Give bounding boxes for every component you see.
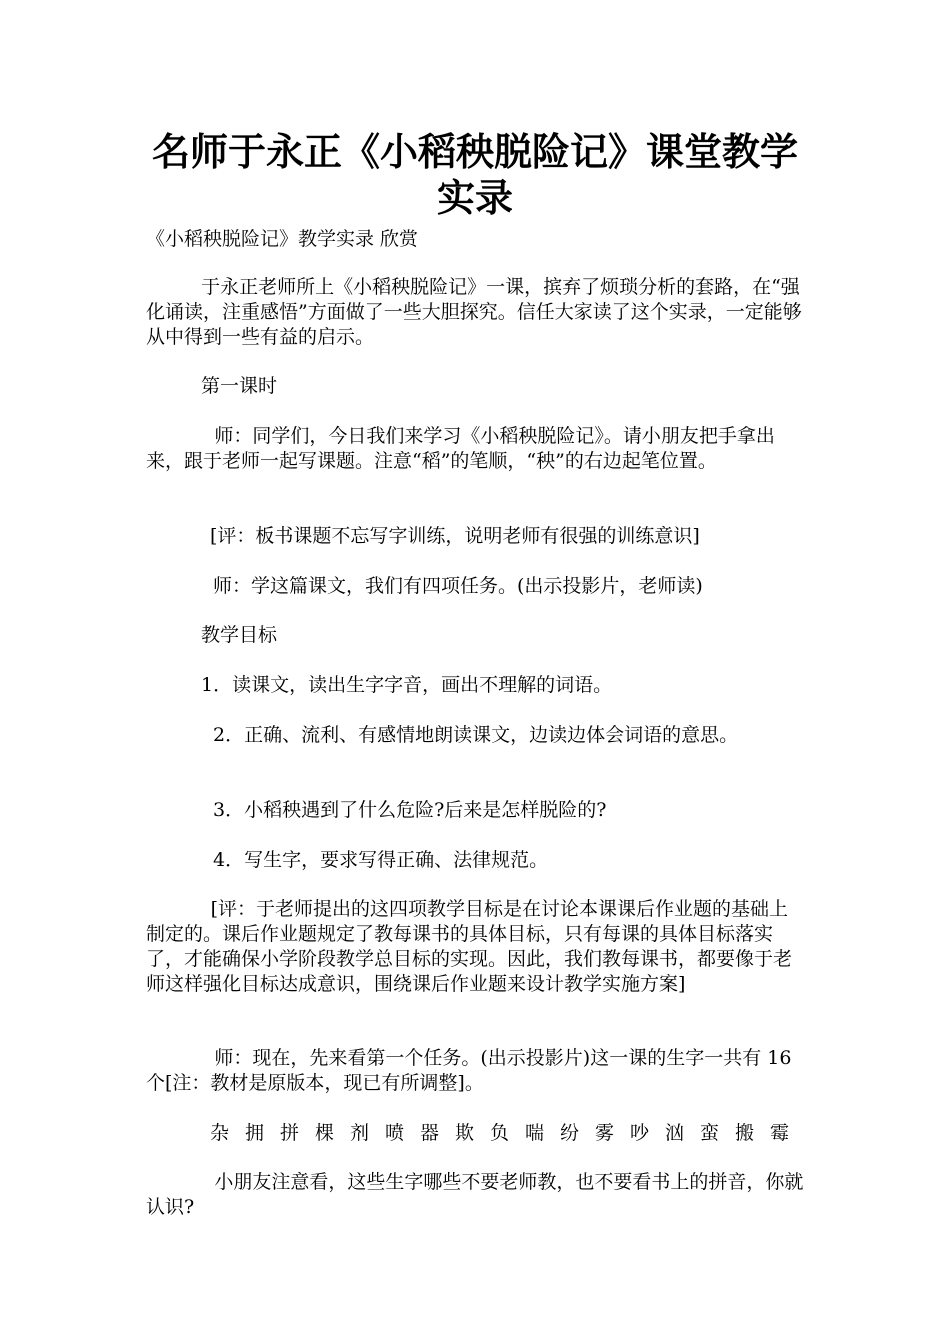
new-character: 剂 bbox=[350, 1122, 370, 1144]
new-character: 器 bbox=[420, 1122, 440, 1144]
new-character: 拼 bbox=[280, 1122, 300, 1144]
new-character: 喘 bbox=[525, 1122, 545, 1144]
lesson-heading: 第一课时 bbox=[201, 375, 278, 397]
new-character: 欺 bbox=[455, 1122, 475, 1144]
new-character: 拥 bbox=[245, 1122, 265, 1144]
comment-2: [评：于老师提出的这四项教学目标是在讨论本课课后作业题的基础上制定的。课后作业题规定了教每课书的具体目标，只有每课的具体目标落实了，才能确保小学阶段教学总目标的实现。因此，我们教每课书，都要像于老师这样强化目标达成意识，围绕课后作业题来设计教学实施方案] bbox=[146, 898, 793, 995]
new-character: 杂 bbox=[210, 1122, 230, 1144]
new-character: 霉 bbox=[770, 1122, 790, 1144]
document-subtitle: 《小稻秧脱险记》教学实录 欣赏 bbox=[146, 228, 419, 250]
new-character: 搬 bbox=[735, 1122, 755, 1144]
teacher-speech-4: 小朋友注意看，这些生字哪些不要老师教，也不要看书上的拼音，你就认识? bbox=[146, 1171, 804, 1218]
new-character: 负 bbox=[490, 1122, 510, 1144]
goals-heading: 教学目标 bbox=[201, 624, 278, 646]
intro-paragraph: 于永正老师所上《小稻秧脱险记》一课，摈弃了烦琐分析的套路，在“强化诵读，注重感悟”方面做了一些大胆探究。信任大家读了这个实录，一定能够从中得到一些有益的启示。 bbox=[146, 276, 802, 348]
teacher-speech-3: 师：现在，先来看第一个任务。(出示投影片)这一课的生字一共有 16 个[注：教材是原版本，现已有所调整]。 bbox=[146, 1047, 792, 1094]
goal-item-4: 4．写生字，要求写得正确、法律规范。 bbox=[213, 849, 549, 871]
new-character: 汹 bbox=[665, 1122, 685, 1144]
document-title-line-1: 名师于永正《小稻秧脱险记》课堂教学 bbox=[151, 130, 798, 174]
teacher-speech-1: 师：同学们，今日我们来学习《小稻秧脱险记》。请小朋友把手拿出来，跟于老师一起写课题。注意“稻”的笔顺，“秧”的右边起笔位置。 bbox=[146, 425, 775, 472]
teacher-speech-2: 师：学这篇课文，我们有四项任务。(出示投影片，老师读) bbox=[213, 575, 703, 597]
goal-item-3: 3．小稻秧遇到了什么危险?后来是怎样脱险的? bbox=[213, 799, 607, 821]
new-characters-list bbox=[210, 1121, 805, 1146]
new-character: 棵 bbox=[315, 1122, 335, 1144]
new-character: 蛮 bbox=[700, 1122, 720, 1144]
document-title-line-2: 实录 bbox=[436, 176, 513, 220]
new-character: 吵 bbox=[630, 1122, 650, 1144]
new-character: 纷 bbox=[560, 1122, 580, 1144]
new-character: 喷 bbox=[385, 1122, 405, 1144]
new-character: 雾 bbox=[595, 1122, 615, 1144]
goal-item-2: 2．正确、流利、有感情地朗读课文，边读边体会词语的意思。 bbox=[213, 724, 739, 746]
comment-1: [评：板书课题不忘写字训练，说明老师有很强的训练意识] bbox=[210, 525, 700, 547]
goal-item-1: 1．读课文，读出生字字音，画出不理解的词语。 bbox=[201, 674, 613, 696]
